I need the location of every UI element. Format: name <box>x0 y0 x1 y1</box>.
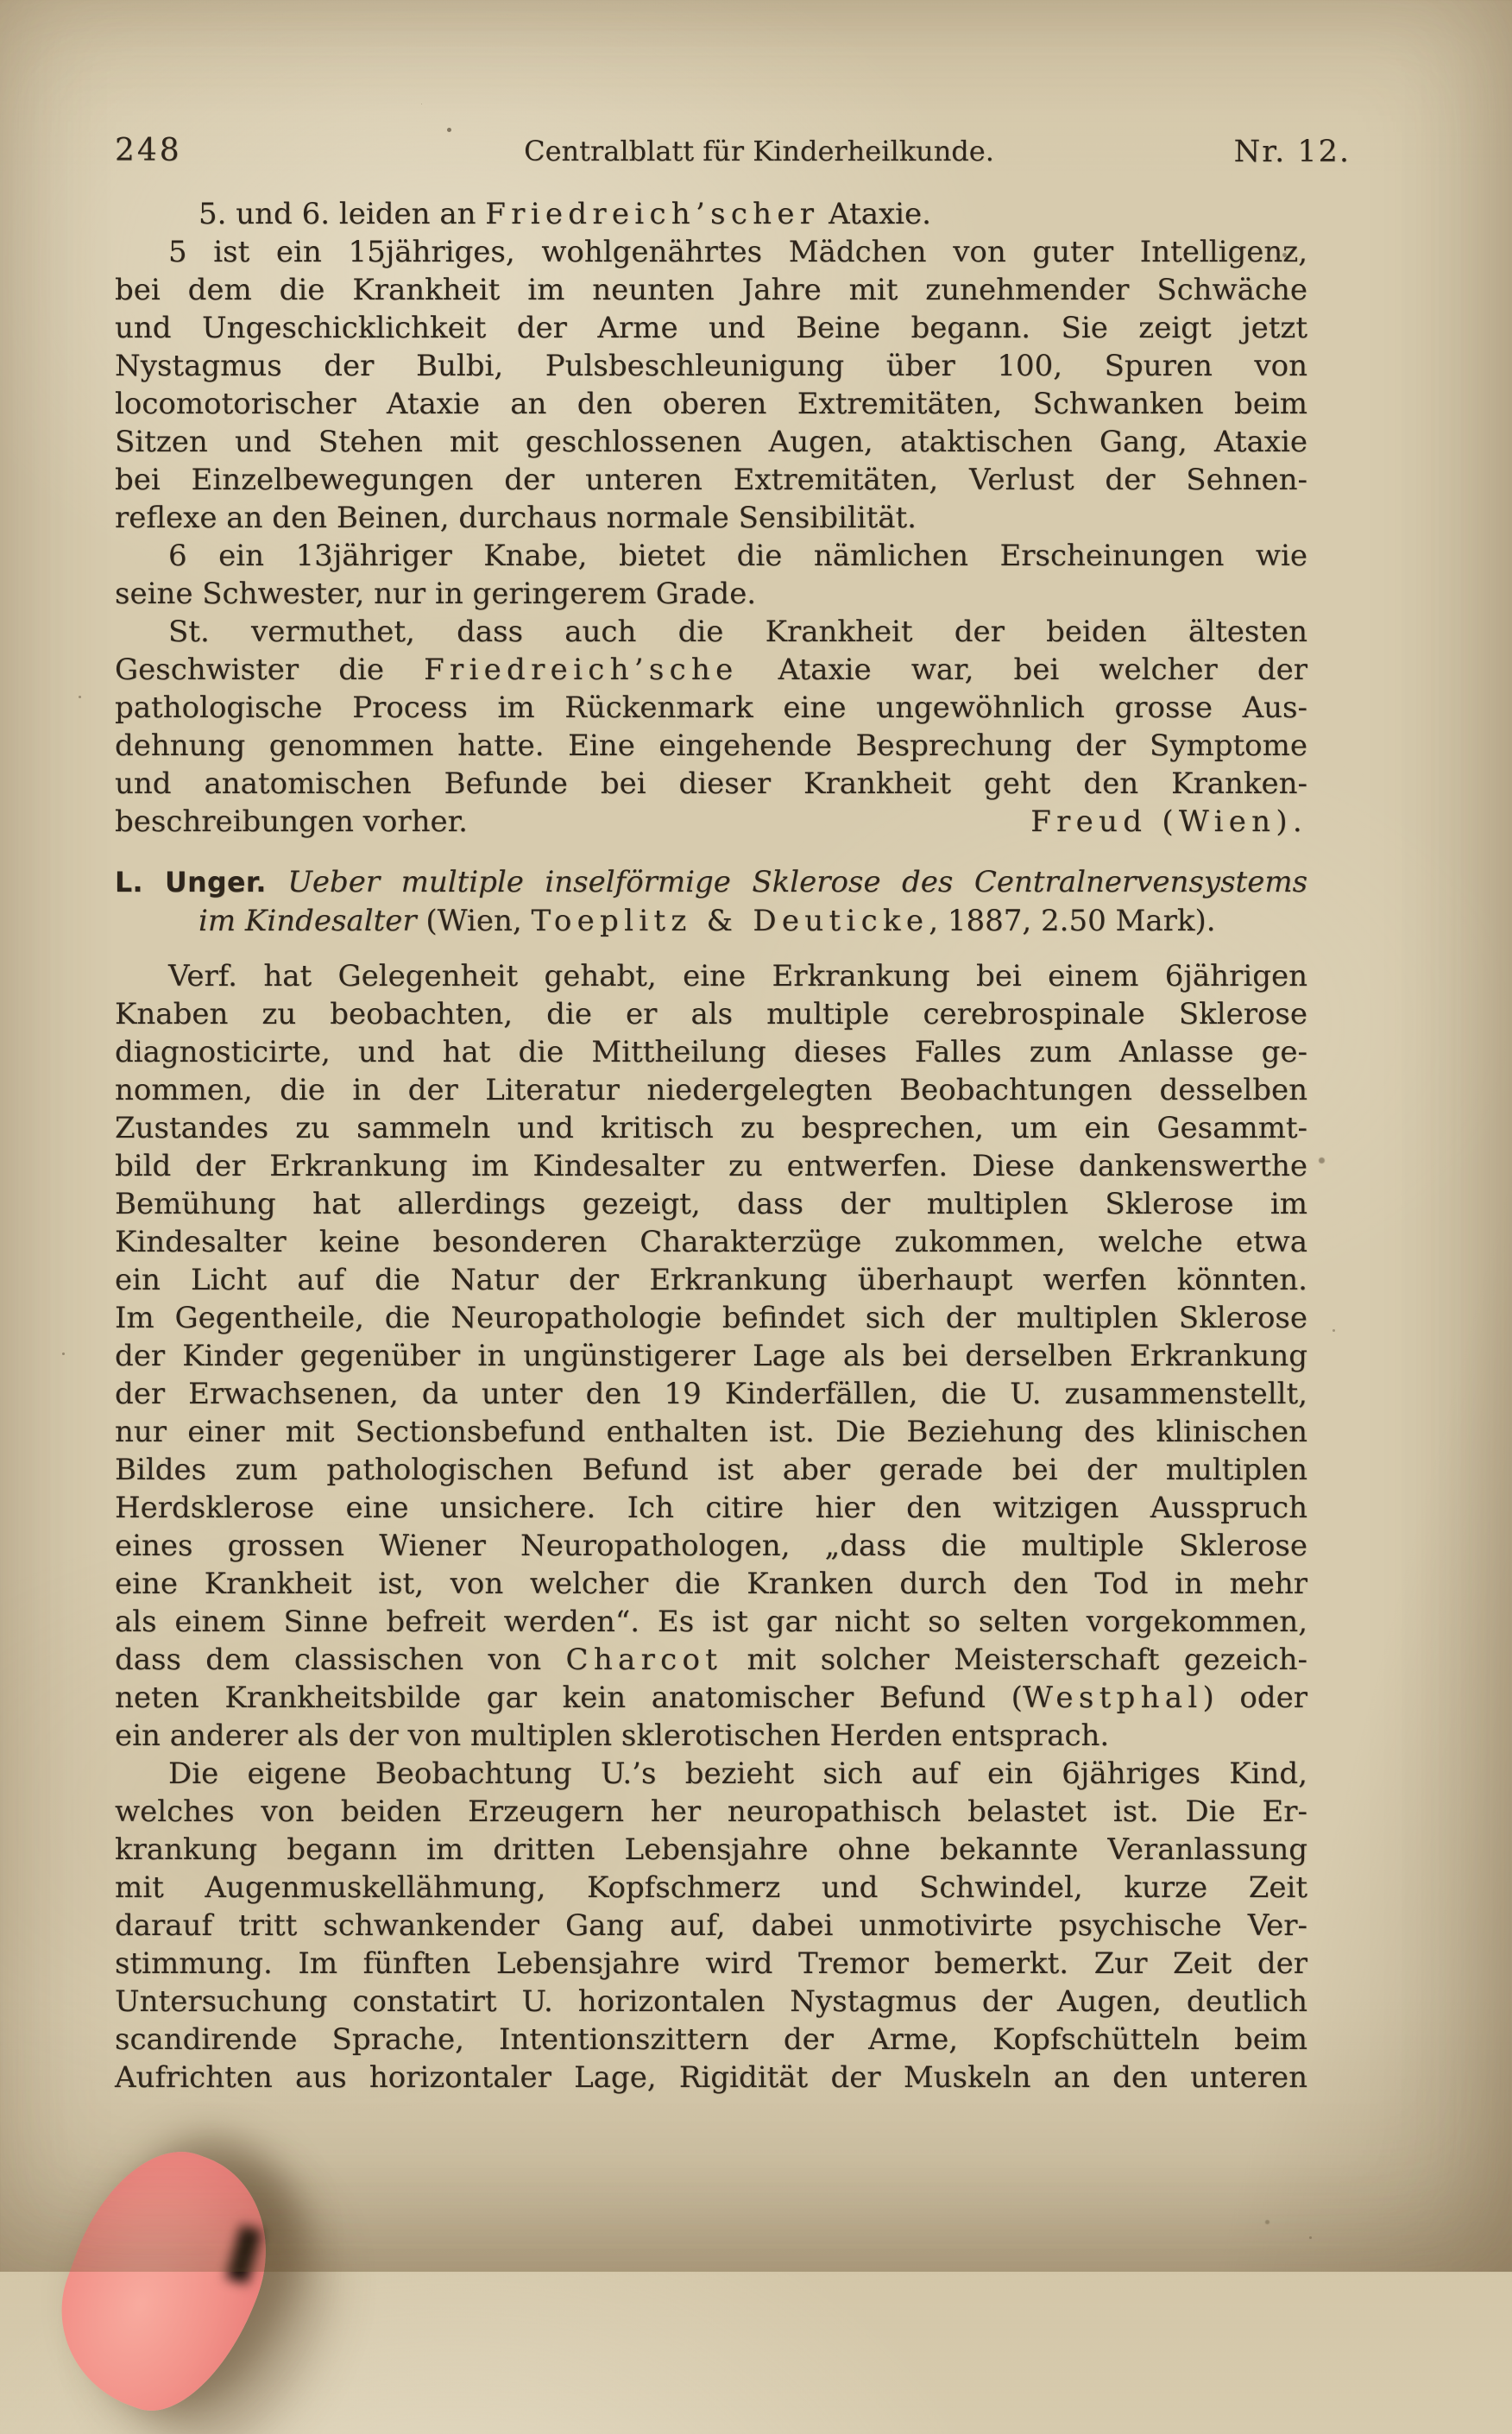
line-text: beschreibungen vorher. <box>115 804 468 839</box>
text-line: bei Einzelbewegungen der unteren Extremitäten, Verlust der Sehnen- <box>115 463 1307 497</box>
text-line: als einem Sinne befreit werden“. Es ist gar nicht so selten vorgekommen, <box>115 1605 1307 1639</box>
text-line: nur einer mit Sectionsbefund enthalten ist. Die Beziehung des klinischen <box>115 1415 1307 1449</box>
text-line: Aufrichten aus horizontaler Lage, Rigidität der Muskeln an den unteren <box>115 2060 1307 2095</box>
text-line: reflexe an den Beinen, durchaus normale Sensibilität. <box>115 501 917 535</box>
page-number: 248 <box>115 133 182 168</box>
dust-specks <box>0 0 4 4</box>
journal-title: Centralblatt für Kinderheilkunde. <box>524 135 994 167</box>
text-line: Im Gegentheile, die Neuropathologie befindet sich der multiplen Sklerose <box>115 1301 1307 1335</box>
text-line: Untersuchung constatirt U. horizontalen Nystagmus der Augen, deutlich <box>115 1984 1307 2019</box>
text-line: stimmung. Im fünften Lebensjahre wird Tremor bemerkt. Zur Zeit der <box>115 1946 1307 1981</box>
text-line: Herdsklerose eine unsichere. Ich citire hier den witzigen Ausspruch <box>115 1491 1307 1525</box>
text-line: Die eigene Beobachtung U.’s bezieht sich auf ein 6jähriges Kind, <box>168 1756 1307 1791</box>
text-line: bild der Erkrankung im Kindesalter zu entwerfen. Diese dankenswerthe <box>115 1149 1307 1183</box>
text-line: der Kinder gegenüber in ungünstigerer Lage als bei derselben Erkrankung <box>115 1339 1307 1373</box>
text-line: ein anderer als der von multiplen sklerotischen Herden entsprach. <box>115 1718 1110 1753</box>
text-line: locomotorischer Ataxie an den oberen Extremitäten, Schwanken beim <box>115 387 1307 421</box>
text-line: dass dem classischen von Charcot mit solcher Meisterschaft gezeich- <box>115 1643 1307 1677</box>
page-header <box>0 131 1512 174</box>
text-line: 5 ist ein 15jähriges, wohlgenährtes Mädchen von guter Intelligenz, <box>168 235 1307 269</box>
text-line: im Kindesalter (Wien, Toeplitz & Deuticke, 1887, 2.50 Mark). <box>198 904 1216 938</box>
text-line: L. Unger. Ueber multiple inselförmige Sklerose des Centralnervensystems <box>115 865 1308 899</box>
text-line: Nystagmus der Bulbi, Pulsbeschleunigung über 100, Spuren von <box>115 349 1307 383</box>
text-line: Geschwister die Friedreich’sche Ataxie war, bei welcher der <box>115 653 1307 687</box>
text-line: St. vermuthet, dass auch die Krankheit der beiden ältesten <box>168 615 1307 649</box>
text-line: 5. und 6. leiden an Friedreich’scher Ataxie. <box>198 197 931 231</box>
text-line: Knaben zu beobachten, die er als multiple cerebrospinale Sklerose <box>115 997 1307 1031</box>
text-line: ein Licht auf die Natur der Erkrankung überhaupt werfen könnten. <box>115 1263 1307 1297</box>
text-line: mit Augenmuskellähmung, Kopfschmerz und Schwindel, kurze Zeit <box>115 1870 1307 1905</box>
text-line: diagnosticirte, und hat die Mittheilung dieses Falles zum Anlasse ge- <box>115 1035 1307 1069</box>
text-line: Zustandes zu sammeln und kritisch zu besprechen, um ein Gesammt- <box>115 1111 1307 1145</box>
text-line: bei dem die Krankheit im neunten Jahre mit zunehmender Schwäche <box>115 273 1307 307</box>
finger-artifact <box>34 2127 296 2433</box>
text-line: der Erwachsenen, da unter den 19 Kinderfällen, die U. zusammenstellt, <box>115 1377 1307 1411</box>
text-line: Bildes zum pathologischen Befund ist aber gerade bei der multiplen <box>115 1453 1307 1487</box>
text-line: und Ungeschicklichkeit der Arme und Beine begann. Sie zeigt jetzt <box>115 311 1307 345</box>
text-line: neten Krankheitsbilde gar kein anatomischer Befund (Westphal) oder <box>115 1680 1307 1715</box>
issue-number: Nr. 12. <box>1233 135 1351 169</box>
text-line: 6 ein 13jähriger Knabe, bietet die nämlichen Erscheinungen wie <box>168 539 1307 573</box>
text-line: eines grossen Wiener Neuropathologen, „dass die multiple Sklerose <box>115 1529 1307 1563</box>
text-line: und anatomischen Befunde bei dieser Krankheit geht den Kranken- <box>115 766 1307 801</box>
text-line: Bemühung hat allerdings gezeigt, dass der multiplen Sklerose im <box>115 1187 1307 1221</box>
friedreich-ataxie-continuation <box>115 195 1307 841</box>
unger-review-body <box>115 957 1307 2097</box>
text-line: krankung begann im dritten Lebensjahre ohne bekannte Veranlassung <box>115 1832 1307 1867</box>
text-line: dehnung genommen hatte. Eine eingehende Besprechung der Symptome <box>115 728 1307 763</box>
text-line: eine Krankheit ist, von welcher die Kranken durch den Tod in mehr <box>115 1567 1307 1601</box>
text-line: pathologische Process im Rückenmark eine ungewöhnlich grosse Aus- <box>115 690 1307 725</box>
text-line: seine Schwester, nur in geringerem Grade. <box>115 577 757 611</box>
unger-review-heading <box>115 863 1307 940</box>
page-body <box>115 195 1307 2097</box>
text-line: darauf tritt schwankender Gang auf, dabei unmotivirte psychische Ver- <box>115 1908 1307 1943</box>
text-line: nommen, die in der Literatur niedergelegten Beobachtungen desselben <box>115 1073 1307 1107</box>
text-line: welches von beiden Erzeugern her neuropathisch belastet ist. Die Er- <box>115 1794 1307 1829</box>
text-line: Kindesalter keine besonderen Charakterzüge zukommen, welche etwa <box>115 1225 1307 1259</box>
text-line: Verf. hat Gelegenheit gehabt, eine Erkrankung bei einem 6jährigen <box>168 959 1307 993</box>
text-line: scandirende Sprache, Intentionszittern der Arme, Kopfschütteln beim <box>115 2022 1307 2057</box>
text-line-with-signature <box>115 803 1307 841</box>
signature: Freud (Wien). <box>1030 804 1307 839</box>
text-line: Sitzen und Stehen mit geschlossenen Augen, ataktischen Gang, Ataxie <box>115 425 1307 459</box>
